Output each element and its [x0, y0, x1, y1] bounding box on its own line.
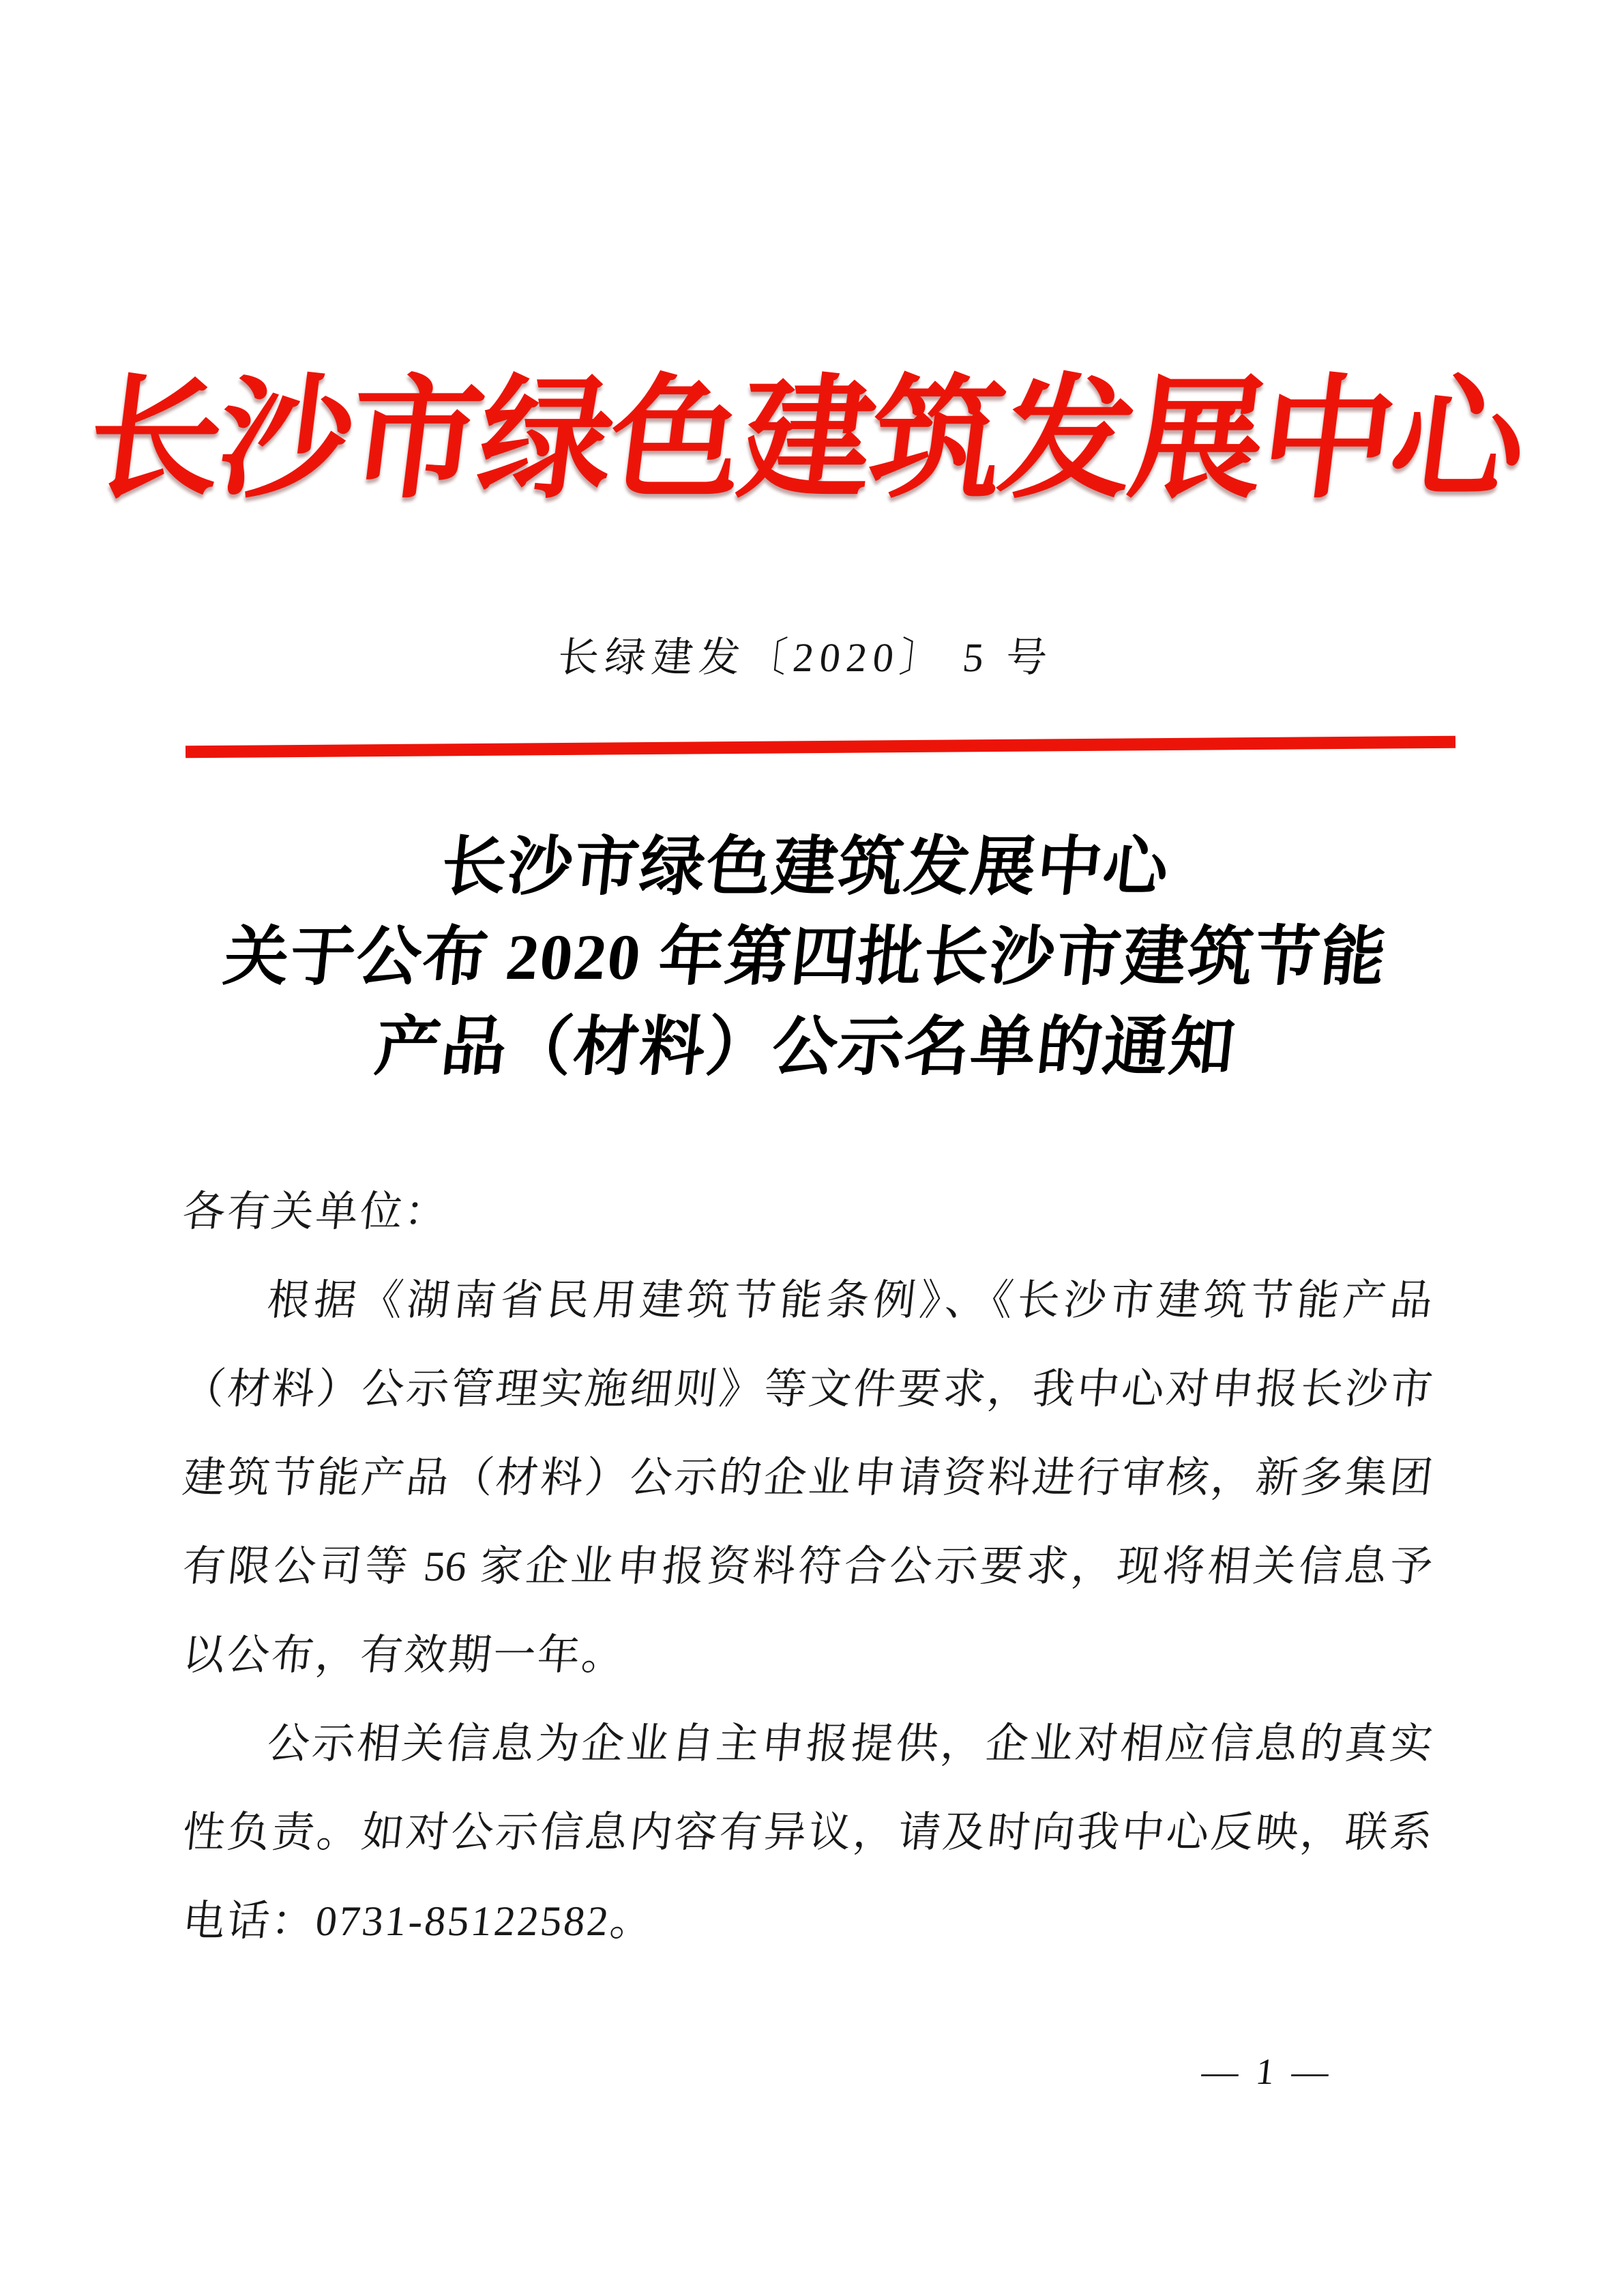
notice-title-line2: 关于公布 2020 年第四批长沙市建筑节能 [220, 921, 1391, 993]
body-line: （材料）公示管理实施细则》等文件要求，我中心对申报长沙市 [180, 1366, 1435, 1413]
notice-title [0, 822, 1611, 1092]
body-line: 电话：0731-85122582。 [180, 1898, 657, 1945]
document-body [180, 1168, 1435, 1966]
body-line: 性负责。如对公示信息内容有异议，请及时向我中心反映，联系 [180, 1810, 1435, 1856]
salutation: 各有关单位： [180, 1189, 452, 1235]
agency-letterhead-title: 长沙市绿色建筑发展中心 [80, 367, 1531, 514]
notice-title-line3: 产品（材料）公示名单的通知 [371, 1011, 1240, 1083]
body-line: 根据《湖南省民用建筑节能条例》、《长沙市建筑节能产品 [265, 1278, 1435, 1324]
body-line: 以公布，有效期一年。 [180, 1632, 629, 1679]
body-line: 公示相关信息为企业自主申报提供，企业对相应信息的真实 [265, 1721, 1435, 1767]
notice-title-line1: 长沙市绿色建筑发展中心 [437, 831, 1174, 903]
red-divider-line [186, 736, 1455, 759]
body-line: 建筑节能产品（材料）公示的企业申请资料进行审核，新多集团 [180, 1455, 1435, 1501]
page-number: — 1 — [1199, 2051, 1335, 2092]
document-number: 长绿建发〔2020〕 5 号 [555, 635, 1056, 680]
body-line: 有限公司等 56 家企业申报资料符合公示要求，现将相关信息予 [180, 1544, 1435, 1590]
